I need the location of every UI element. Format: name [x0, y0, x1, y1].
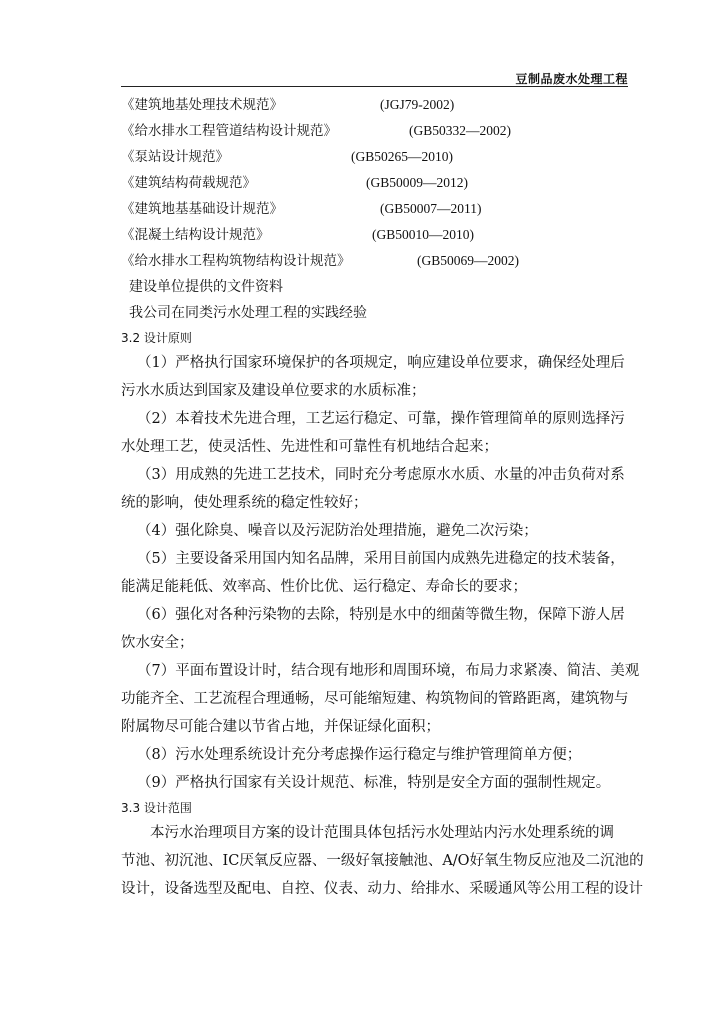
- paragraph-line: （7）平面布置设计时，结合现有地形和周围环境，布局力求紧凑、简洁、美观: [137, 663, 640, 679]
- reference-name: 《建筑地基基础设计规范》: [121, 201, 283, 217]
- reference-name: 《建筑地基处理技术规范》: [121, 97, 283, 113]
- reference-name: 《建筑结构荷载规范》: [121, 175, 256, 191]
- paragraph-line: 节池、初沉池、IC厌氧反应器、一级好氧接触池、A/O好氧生物反应池及二沉池的: [121, 853, 644, 869]
- paragraph-line: 饮水安全；: [121, 635, 194, 651]
- paragraph-line: 功能齐全、工艺流程合理通畅，尽可能缩短建、构筑物间的管路距离，建筑物与: [121, 691, 629, 707]
- reference-code: (GB50265—2010): [351, 149, 453, 164]
- paragraph-line: （1）严格执行国家环境保护的各项规定，响应建设单位要求，确保经处理后: [137, 355, 625, 371]
- reference-name: 《泵站设计规范》: [121, 149, 229, 165]
- reference-name: 《给水排水工程管道结构设计规范》: [121, 123, 337, 139]
- paragraph-line: （5）主要设备采用国内知名品牌，采用目前国内成熟先进稳定的技术装备，: [137, 551, 625, 567]
- header-title: 豆制品废水处理工程: [515, 72, 628, 86]
- paragraph-line: 水处理工艺，使灵活性、先进性和可靠性有机地结合起来；: [121, 439, 498, 455]
- paragraph-line: （2）本着技术先进合理，工艺运行稳定、可靠，操作管理简单的原则选择污: [137, 411, 625, 427]
- reference-code: (GB50332—2002): [409, 123, 511, 138]
- paragraph-line: 附属物尽可能合建以节省占地，并保证绿化面积；: [121, 719, 440, 735]
- reference-code: (GB50007—2011): [380, 201, 482, 216]
- paragraph-line: （4）强化除臭、噪音以及污泥防治处理措施，避免二次污染；: [137, 523, 538, 539]
- reference-name: 《给水排水工程构筑物结构设计规范》: [121, 253, 351, 269]
- reference-code: (GB50010—2010): [372, 227, 474, 242]
- paragraph-line: 统的影响，使处理系统的稳定性较好；: [121, 495, 368, 511]
- header-divider: [121, 86, 628, 87]
- paragraph-line: 设计，设备选型及配电、自控、仪表、动力、给排水、采暖通风等公用工程的设计: [121, 881, 643, 897]
- paragraph-line: （9）严格执行国家有关设计规范、标准，特别是安全方面的强制性规定。: [137, 775, 611, 791]
- reference-note: 建设单位提供的文件资料: [129, 279, 283, 295]
- section-heading: 3.2 设计原则: [121, 331, 192, 345]
- reference-code: (GB50009—2012): [366, 175, 468, 190]
- paragraph-line: （6）强化对各种污染物的去除，特别是水中的细菌等微生物，保障下游人居: [137, 607, 625, 623]
- paragraph-line: 能满足能耗低、效率高、性价比优、运行稳定、寿命长的要求；: [121, 579, 527, 595]
- reference-code: (GB50069—2002): [417, 253, 519, 268]
- reference-note: 我公司在同类污水处理工程的实践经验: [129, 305, 367, 321]
- reference-name: 《混凝土结构设计规范》: [121, 227, 270, 243]
- section-heading: 3.3 设计范围: [121, 801, 192, 815]
- paragraph-line: 污水水质达到国家及建设单位要求的水质标准；: [121, 383, 426, 399]
- reference-code: (JGJ79-2002): [380, 97, 455, 112]
- paragraph-line: （3）用成熟的先进工艺技术，同时充分考虑原水水质、水量的冲击负荷对系: [137, 467, 625, 483]
- paragraph-line: （8）污水处理系统设计充分考虑操作运行稳定与维护管理简单方便；: [137, 747, 582, 763]
- paragraph-line: 本污水治理项目方案的设计范围具体包括污水处理站内污水处理系统的调: [150, 825, 614, 841]
